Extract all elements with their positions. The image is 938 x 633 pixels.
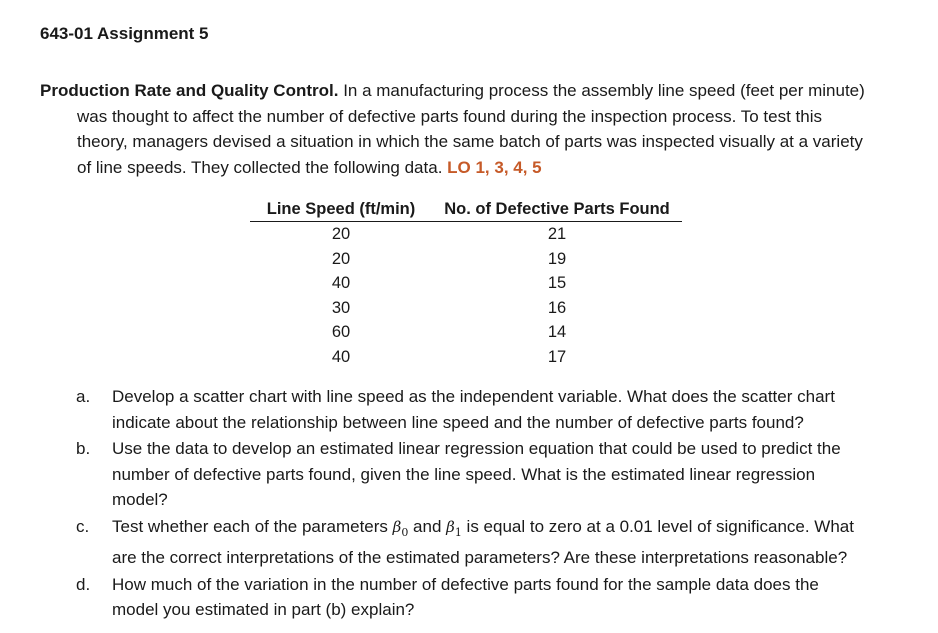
question-text-part: is equal to zero at a 0.01 level of significance. What [461, 516, 854, 536]
table-header-row [250, 197, 682, 222]
learning-objectives: LO 1, 3, 4, 5 [447, 157, 542, 177]
question-text [112, 514, 930, 546]
problem-heading: Production Rate and Quality Control. [40, 81, 339, 100]
question-letter: a. [76, 387, 91, 406]
cell-line-speed: 40 [331, 347, 351, 366]
table-row [250, 271, 682, 296]
beta-one-symbol [446, 517, 462, 539]
question-list [40, 384, 930, 624]
table-row [250, 320, 682, 345]
question-text: model? [112, 490, 168, 509]
data-table [250, 197, 682, 369]
problem-line-1 [40, 78, 930, 104]
question-text-part: and [408, 516, 447, 536]
question-text: Use the data to develop an estimated linear regression equation that could be used to predict the [112, 439, 841, 458]
cell-line-speed: 20 [331, 225, 351, 243]
question-c [40, 514, 930, 571]
table-row [250, 247, 682, 272]
cell-defective-parts: 21 [547, 225, 567, 243]
cell-line-speed: 60 [331, 323, 351, 341]
question-text-part: Test whether each of the parameters [112, 516, 393, 536]
cell-line-speed: 30 [331, 298, 351, 317]
problem-text-1: In a manufacturing process the assembly line speed (feet per minute) [338, 81, 865, 100]
cell-defective-parts: 17 [547, 347, 567, 366]
cell-defective-parts: 16 [547, 298, 567, 317]
question-text: are the correct interpretations of the estimated parameters? Are these interpretations reasonable? [112, 548, 848, 567]
question-letter: c. [76, 516, 90, 536]
cell-defective-parts: 14 [547, 323, 567, 341]
question-text: number of defective parts found, given the line speed. What is the estimated linear regression [112, 464, 816, 484]
problem-statement [40, 78, 930, 180]
header-line-speed: Line Speed (ft/min) [250, 197, 432, 222]
question-letter: d. [76, 574, 91, 594]
table-row [250, 296, 682, 321]
question-d [40, 572, 930, 623]
beta-subscript: 0 [401, 525, 409, 539]
document-title: 643-01 Assignment 5 [40, 24, 209, 43]
question-text: How much of the variation in the number of defective parts found for the sample data does the [112, 574, 819, 594]
question-b [40, 436, 930, 513]
question-a [40, 384, 930, 435]
problem-line-2: was thought to affect the number of defective parts found during the inspection process. To test this [77, 106, 822, 126]
problem-line-4 [40, 155, 930, 181]
header-defective-parts: No. of Defective Parts Found [432, 197, 682, 222]
question-text: Develop a scatter chart with line speed as the independent variable. What does the scatter chart [112, 387, 835, 406]
cell-line-speed: 40 [331, 274, 351, 292]
problem-line-3: theory, managers devised a situation in which the same batch of parts was inspected visually at a variety [77, 132, 863, 151]
table-row [250, 222, 682, 247]
cell-defective-parts: 19 [547, 249, 567, 268]
beta-subscript: 1 [454, 525, 462, 539]
beta-glyph: β [392, 517, 402, 536]
problem-text-4: of line speeds. They collected the following data. [77, 157, 448, 177]
cell-defective-parts: 15 [547, 274, 567, 292]
beta-glyph: β [446, 517, 455, 536]
question-text: model you estimated in part (b) explain? [112, 600, 415, 619]
table-row [250, 345, 682, 370]
question-letter: b. [76, 439, 91, 458]
question-text: indicate about the relationship between line speed and the number of defective parts found? [112, 412, 804, 432]
cell-line-speed: 20 [331, 249, 351, 268]
beta-zero-symbol [392, 517, 409, 539]
